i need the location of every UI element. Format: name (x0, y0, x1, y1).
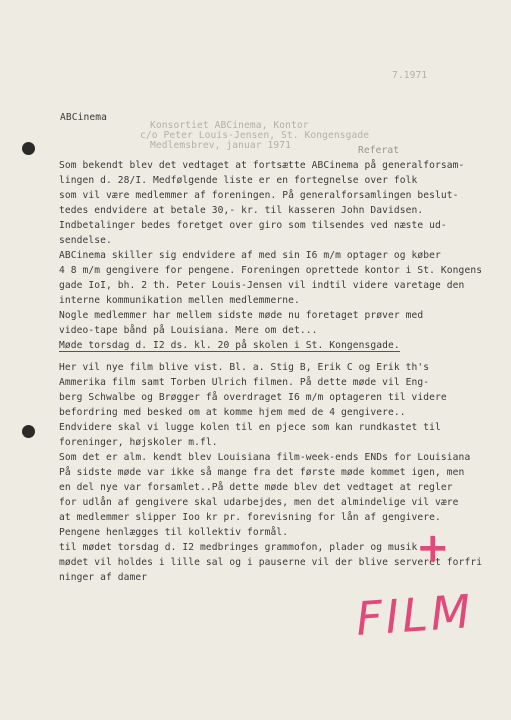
body-line: tedes endvidere at betale 30,- kr. til kasseren John Davidsen. (59, 205, 424, 216)
handwritten-plus: + (416, 525, 450, 571)
faded-line-2: c/o Peter Louis-Jensen, St. Kongensgade (140, 130, 370, 141)
meeting-announcement: Møde torsdag d. I2 ds. kl. 20 på skolen i St. Kongensgade. (59, 340, 400, 351)
faded-line-3: Medlemsbrev, januar 1971 (150, 140, 292, 151)
body-line: Pengene henlægges til kollektiv formål. (59, 527, 289, 538)
body-line: sendelse. (59, 235, 112, 246)
body-line: en del nye var forsamlet..På dette møde blev det vedtaget at regler (59, 482, 453, 493)
body-line: mødet vil holdes i lille sal og i pauserne vil der blive serveret forfri (59, 557, 483, 568)
document-title: ABCinema (60, 112, 108, 123)
body-line: ABCinema skiller sig endvidere af med sin I6 m/m optager og køber (59, 250, 441, 261)
body-line: På sidste møde var ikke så mange fra det første møde kommet igen, men (59, 467, 465, 478)
handwritten-film-annotation: FILM (354, 583, 476, 647)
body-line: berg Schwalbe og Brøgger få overdraget I6 m/m optageren til videre (59, 392, 447, 403)
binder-hole-bottom (22, 425, 35, 438)
body-line: befordring med besked om at komme hjem med de 4 gengivere.. (59, 407, 406, 418)
body-line: 4 8 m/m gengivere for pengene. Foreningen oprettede kontor i St. Kongens (59, 265, 483, 276)
body-line: interne kommunikation mellen medlemmerne. (59, 295, 300, 306)
body-line: Nogle medlemmer har mellem sidste møde nu foretaget prøver med (59, 310, 424, 321)
body-line: at medlemmer slipper Ioo kr pr. forevisning for lån af gengivere. (59, 512, 441, 523)
body-line: som vil være medlemmer af foreningen. På generalforsamlingen beslut- (59, 190, 459, 201)
body-line: Som det er alm. kendt blev Louisiana film-week-ends ENDs for Louisiana (59, 452, 471, 463)
body-line: Ammerika film samt Torben Ulrich filmen. På dette møde vil Eng- (59, 377, 430, 388)
body-line: ninger af damer (59, 572, 148, 583)
body-line: foreninger, højskoler m.fl. (59, 437, 218, 448)
body-line: Indbetalinger bedes foretget over giro som tilsendes ved næste ud- (59, 220, 447, 231)
body-line: lingen d. 28/I. Medfølgende liste er en fortegnelse over folk (59, 175, 418, 186)
body-line: til mødet torsdag d. I2 medbringes grammofon, plader og musik (59, 542, 418, 553)
body-line: video-tape bånd på Louisiana. Mere om det... (59, 325, 318, 336)
body-line: Her vil nye film blive vist. Bl. a. Stig B, Erik C og Erik th's (59, 362, 430, 373)
faded-line-1: Konsortiet ABCinema, Kontor (150, 120, 309, 131)
body-line: gade IoI, bh. 2 th. Peter Louis-Jensen vil indtil videre varetage den (59, 280, 465, 291)
body-line: Endvidere skal vi lugge kolen til en pjece som kan rundkastet til (59, 422, 441, 433)
date-stamp: 7.1971 (392, 70, 428, 81)
body-line: for udlån af gengivere skal udarbejdes, men det almindelige vil være (59, 497, 459, 508)
binder-hole-top (22, 142, 35, 155)
body-line: Som bekendt blev det vedtaget at fortsætte ABCinema på generalforsam- (59, 160, 465, 171)
faded-right: Referat (358, 145, 400, 156)
